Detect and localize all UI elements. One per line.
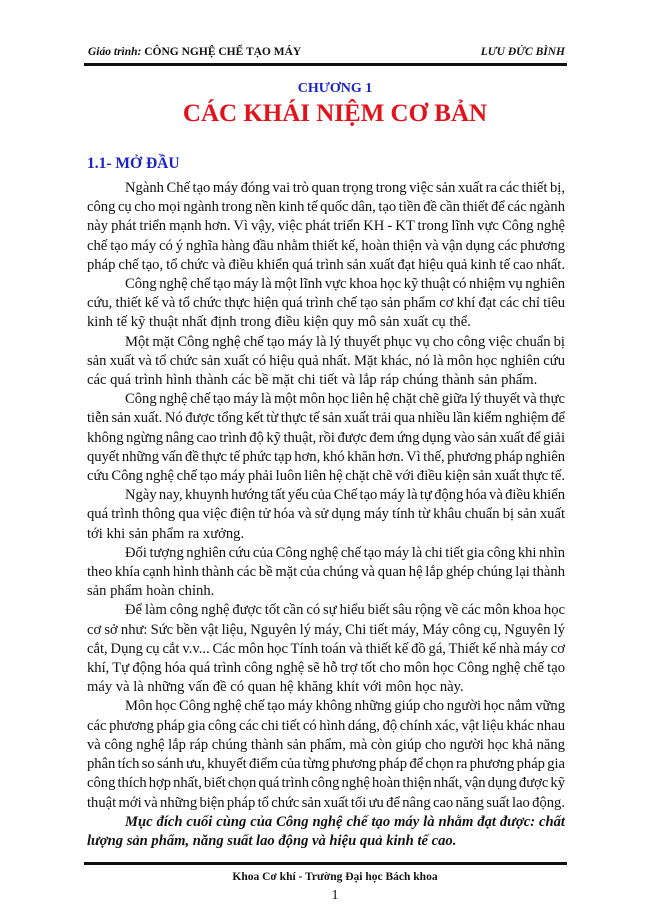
text-line: [87, 237, 565, 256]
paragraph: [87, 697, 565, 812]
header-rule: [84, 63, 567, 66]
text-line: [87, 717, 565, 736]
text-line-content: thuật mới và những biện pháp tổ chức sản xuất tối ưu để nâng cao năng suất lao động.: [87, 794, 565, 811]
text-line: [87, 621, 565, 640]
book-title-text: CÔNG NGHỆ CHẾ TẠO MÁY: [144, 46, 302, 58]
text-line-content: theo khía cạnh hình thành các bề mặt của chúng và quan hệ lắp ghép chúng lại thành: [87, 564, 565, 581]
text-line: [87, 755, 565, 774]
text-line: [87, 794, 565, 813]
text-line: [87, 813, 565, 832]
chapter-label: CHƯƠNG 1: [297, 81, 373, 96]
text-line-content: cứu Công nghệ chế tạo máy phải luôn liên hệ chặt chẽ với điều kiện sản xuất thực tế.: [87, 468, 565, 485]
text-line-content: cơ sở như: Sức bền vật liệu, Nguyên lý máy, Chi tiết máy, Máy công cụ, Nguyên lý: [87, 621, 565, 638]
page-number: 1: [331, 888, 339, 904]
text-line: [87, 352, 565, 371]
paragraph: [87, 601, 565, 697]
text-line: [87, 371, 565, 390]
text-line-content: kinh tế kỹ thuật nhất định trong điều kiện quy mô sản xuất cụ thể.: [87, 314, 471, 331]
paragraph: [87, 275, 565, 333]
text-line: [87, 736, 565, 755]
text-line: [87, 774, 565, 793]
text-line-content: các quá trình hình thành các bề mặt chi tiết và lắp ráp chúng thành sản phẩm.: [87, 372, 538, 389]
text-line: [87, 563, 565, 582]
text-line-content: và công nghệ lắp ráp chúng thành sản phẩm, mà còn giúp cho người học khả năng: [87, 736, 565, 753]
text-line: [87, 409, 565, 428]
text-line-content: sản phẩm hoàn chỉnh.: [87, 583, 215, 600]
author: LƯU ĐỨC BÌNH: [480, 46, 565, 58]
text-line-content: các phương pháp gia công các chi tiết có hình dáng, độ chính xác, vật liệu khác nhau: [87, 717, 565, 734]
text-line-content: Công nghệ chế tạo máy là một môn học liên hệ chặt chẽ giữa lý thuyết và thực: [125, 391, 565, 408]
text-line-content: không ngừng nâng cao trình độ kỹ thuật, rồi được đem ứng dụng vào sản xuất để giải: [87, 429, 565, 446]
text-line-content: máy và là những vấn đề có quan hệ khăng khít với môn học này.: [87, 679, 464, 696]
paragraph: [87, 544, 565, 602]
text-line: [87, 294, 565, 313]
footer-rule: [84, 862, 567, 865]
text-line-content: lượng sản phẩm, năng suất lao động và hiệu quả kinh tế cao.: [87, 832, 457, 849]
text-line-content: tiễn sản xuất. Nó được tổng kết từ thực tế sản xuất trải qua nhiều lần kiểm nghiệm để: [87, 410, 565, 427]
text-line-content: Đối tượng nghiên cứu của Công nghệ chế tạo máy là chi tiết gia công khi nhìn: [125, 544, 565, 561]
text-line: [87, 313, 565, 332]
text-line: [87, 217, 565, 236]
footer-text: Khoa Cơ khí - Trường Đại học Bách khoa: [232, 871, 438, 884]
text-line-content: Ngành Chế tạo máy đóng vai trò quan trọng trong việc sản xuất ra các thiết bị,: [125, 180, 565, 196]
running-header: [88, 46, 565, 58]
text-line: [87, 601, 565, 620]
chapter-title: CÁC KHÁI NIỆM CƠ BẢN: [182, 100, 488, 127]
text-line-content: công cụ cho mọi ngành trong nền kinh tế quốc dân, tạo tiền đề cần thiết để các ngành: [87, 199, 565, 216]
text-line: [87, 659, 565, 678]
text-line-content: quá trình thông qua việc điện tử hóa và sử dụng máy tính từ khâu chuẩn bị sản xuất: [87, 506, 565, 523]
text-line-content: này phát triển mạnh hơn. Vì vậy, việc phát triển KH - KT trong lĩnh vực Công nghệ: [87, 218, 565, 235]
text-line: [87, 448, 565, 467]
text-line: [87, 467, 565, 486]
text-line: [87, 486, 565, 505]
text-line-content: khí, Tự động hóa quá trình công nghệ sẽ hỗ trợ tốt cho môn học Công nghệ chế tạo: [87, 660, 565, 677]
text-line: [87, 505, 565, 524]
book-title: [88, 46, 301, 58]
text-line-content: Để làm công nghệ được tốt cần có sự hiểu biết sâu rộng về các môn khoa học: [125, 602, 565, 619]
paragraph: [87, 179, 565, 275]
section-heading: 1.1- MỞ ĐẦU: [87, 155, 180, 172]
text-line: [87, 697, 565, 716]
text-line-content: Ngày nay, khuynh hướng tất yếu của Chế tạo máy là tự động hóa và điều khiển: [125, 487, 565, 504]
text-line-content: Một mặt Công nghệ chế tạo máy là lý thuyết phục vụ cho công việc chuẩn bị: [125, 333, 565, 350]
book-label: Giáo trình:: [88, 46, 142, 58]
text-line: [87, 640, 565, 659]
text-line: [87, 525, 565, 544]
text-line: [87, 198, 565, 217]
text-line: [87, 832, 565, 851]
text-line: [87, 429, 565, 448]
text-line-content: chế tạo máy có ý nghĩa hàng đầu nhằm thiết kế, hoàn thiện và vận dụng các phương: [87, 237, 565, 254]
text-line: [87, 678, 565, 697]
text-line: [87, 390, 565, 409]
text-line-content: Công nghệ chế tạo máy là một lĩnh vực khoa học kỹ thuật có nhiệm vụ nghiên: [125, 276, 565, 293]
body-text: [87, 179, 565, 851]
text-line-content: Môn học Công nghệ chế tạo máy không những giúp cho người học nắm vững: [125, 698, 565, 715]
text-line: [87, 544, 565, 563]
text-line: [87, 179, 565, 198]
text-line: [87, 275, 565, 294]
page-flow: [0, 179, 670, 904]
paragraph: [87, 333, 565, 391]
text-line-content: pháp chế tạo, tổ chức và điều khiển quá trình sản xuất đạt hiệu quả kinh tế cao nhất.: [87, 256, 565, 273]
paragraph: [87, 486, 565, 544]
text-line-content: sản xuất và tổ chức sản xuất có hiệu quả nhất. Mặt khác, nó là môn học nghiên cứu: [87, 352, 565, 369]
text-line-content: phân tích so sánh ưu, khuyết điểm của từng phương pháp để chọn ra phương pháp gia: [87, 756, 566, 773]
paragraph: [87, 390, 565, 486]
text-line-content: cứu, thiết kế và tổ chức thực hiện quá trình chế tạo sản phẩm cơ khí đạt các chỉ tiêu: [87, 295, 565, 312]
text-line-content: Mục đích cuối cùng của Công nghệ chế tạo máy là nhằm đạt được: chất: [125, 813, 565, 830]
text-line: [87, 582, 565, 601]
text-line-content: công thích hợp nhất, biết chọn quá trình công nghệ hoàn thiện nhất, vận dụng được kỹ: [87, 775, 565, 792]
text-line-content: quyết những vấn đề thực tế phức tạp hơn, khó khăn hơn. Vì thế, phương pháp nghiên: [87, 448, 565, 465]
text-line: [87, 256, 565, 275]
text-line: [87, 333, 565, 352]
text-line-content: cắt, Dụng cụ cắt v.v... Các môn học Tính toán và thiết kế đồ gá, Thiết kế nhà máy cơ: [87, 640, 565, 657]
emphasis-paragraph: [87, 813, 565, 851]
text-line-content: tới khi sản phẩm ra xưởng.: [87, 525, 245, 542]
